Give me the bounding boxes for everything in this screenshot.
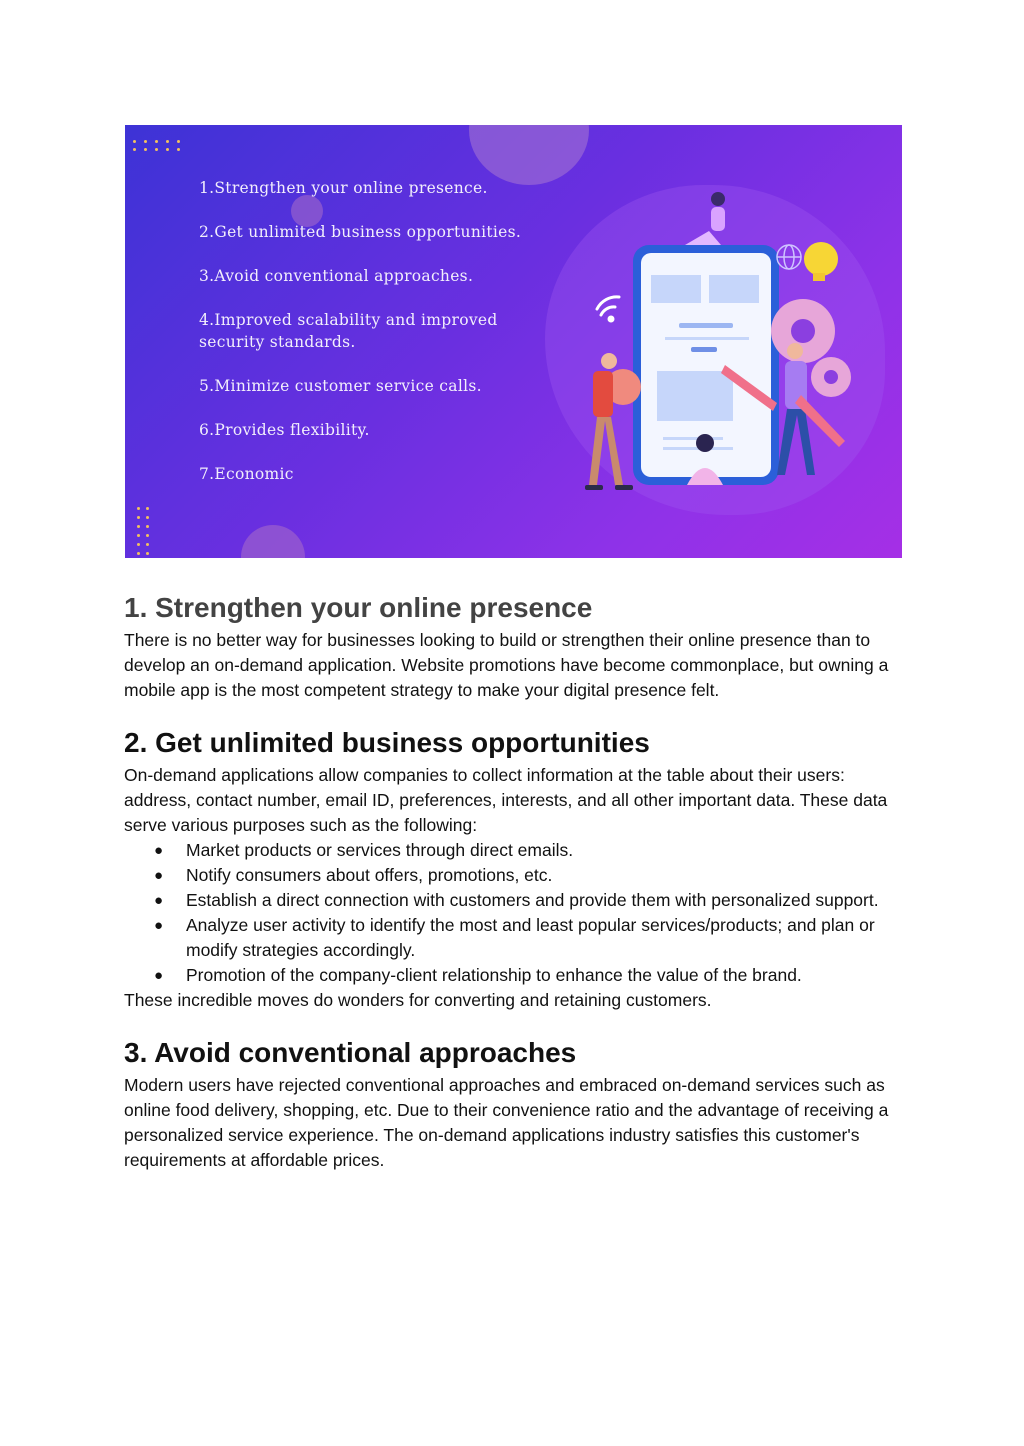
section-strengthen-presence — [124, 590, 904, 703]
banner-item: 5.Minimize customer service calls. — [199, 377, 482, 395]
wifi-icon — [597, 297, 619, 321]
decor-dots-bottom — [137, 507, 149, 555]
banner-item: 2.Get unlimited business opportunities. — [199, 223, 522, 241]
globe-icon — [777, 245, 801, 269]
list-item: ● Establish a direct connection with customers and provide them with personalized support. — [152, 888, 904, 913]
section-heading: 2. Get unlimited business opportunities — [124, 727, 650, 758]
section-paragraph: There is no better way for businesses looking to build or strengthen their online presence than to develop an on-demand application. Website promotions have become commonplace, but owning a mobile app is the most competent strategy to make your digital presence felt. — [124, 630, 889, 700]
section-paragraph: On-demand applications allow companies to collect information at the table about their users: address, contact number, email ID, preferences, interests, and all other important data. These data serve various purposes such as the following: — [124, 765, 888, 835]
section-paragraph: Modern users have rejected conventional approaches and embraced on-demand services such as online food delivery, shopping, etc. Due to their convenience ratio and the advantage of receiving a personalized service experience. The on-demand applications industry satisfies this customer's requirements at affordable prices. — [124, 1075, 889, 1170]
banner-item: 4.Improved scalability and improved security standards. — [199, 311, 498, 351]
section-heading: 3. Avoid conventional approaches — [124, 1037, 577, 1068]
decor-circle — [241, 525, 305, 558]
list-item: ● Market products or services through direct emails. — [152, 838, 904, 863]
article-body — [124, 590, 904, 1195]
banner-item: 6.Provides flexibility. — [199, 421, 370, 439]
bullet-list — [124, 838, 904, 988]
person-sitting-illustration — [685, 192, 725, 245]
section-business-opportunities — [124, 725, 904, 1013]
banner-item: 3.Avoid conventional approaches. — [199, 267, 474, 285]
section-avoid-conventional — [124, 1035, 904, 1173]
section-paragraph: These incredible moves do wonders for converting and retaining customers. — [124, 990, 712, 1010]
list-item: ● Notify consumers about offers, promotions, etc. — [152, 863, 904, 888]
hero-banner-image — [125, 125, 902, 558]
banner-benefit-list — [199, 177, 559, 507]
list-item: ● Analyze user activity to identify the most and least popular services/products; and plan or modify strategies accordingly. — [152, 913, 904, 963]
decor-dots-top — [133, 140, 180, 151]
section-heading: 1. Strengthen your online presence — [124, 592, 593, 623]
app-team-illustration — [545, 125, 902, 558]
banner-item: 1.Strengthen your online presence. — [199, 179, 488, 197]
banner-item: 7.Economic — [199, 465, 294, 483]
lightbulb-icon — [804, 242, 838, 281]
list-item: ● Promotion of the company-client relationship to enhance the value of the brand. — [152, 963, 904, 988]
